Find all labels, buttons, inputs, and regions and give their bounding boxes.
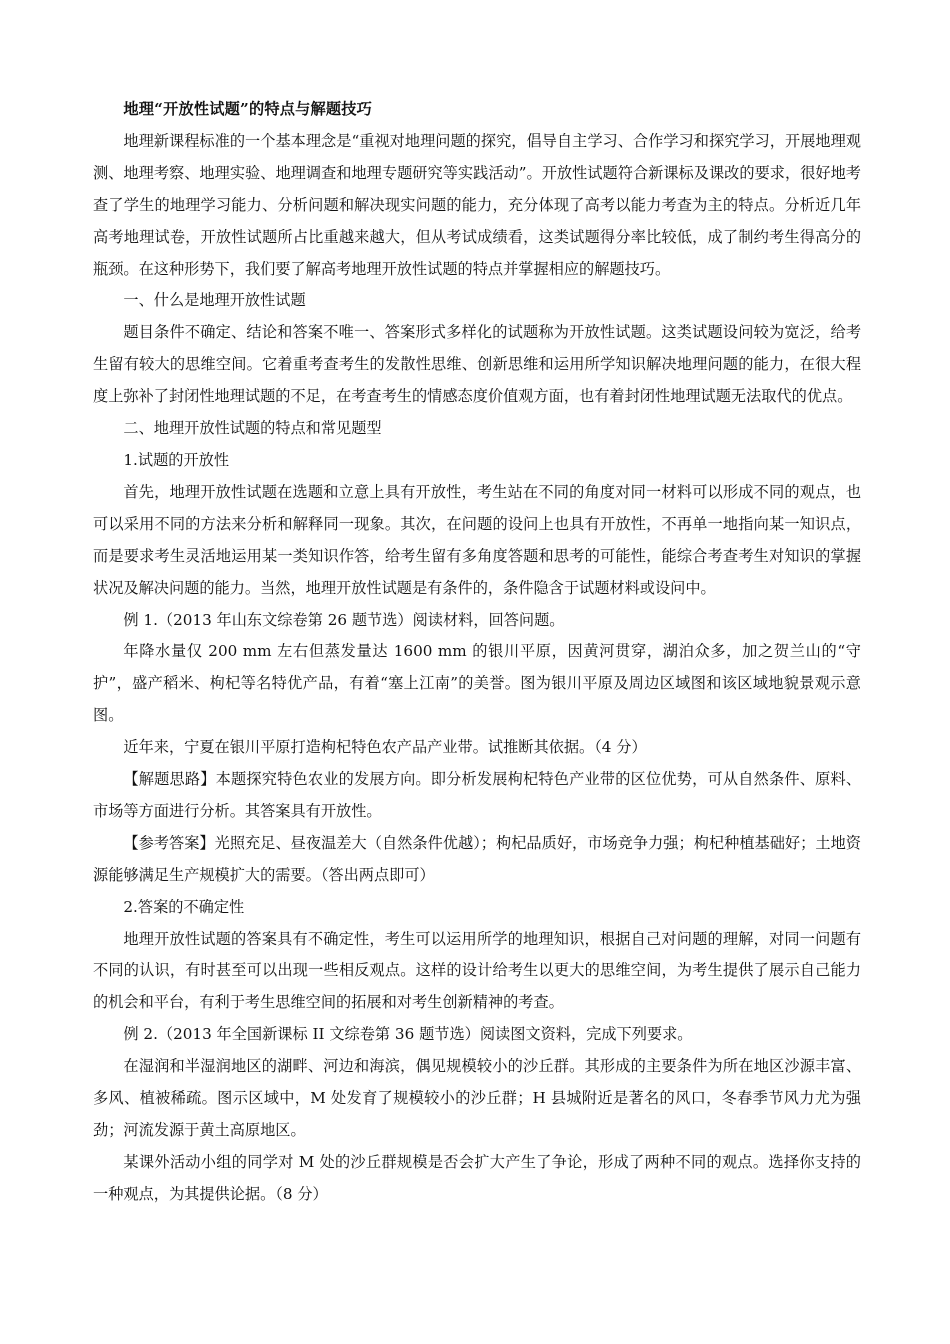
example2-heading: 例 2.（2013 年全国新课标 II 文综卷第 36 题节选）阅读图文资料，完成下列要求。 — [123, 1025, 693, 1044]
example1-question: 近年来，宁夏在银川平原打造枸杞特色农产品产业带。试推断其依据。（4 分） — [123, 738, 647, 757]
subsection1-heading: 1.试题的开放性 — [123, 450, 230, 469]
example1-heading: 例 1.（2013 年山东文综卷第 26 题节选）阅读材料，回答问题。 — [123, 610, 565, 629]
example1-material: 年降水量仅 200 mm 左右但蒸发量达 1600 mm 的银川平原，因黄河贯穿，湖泊众多，加之贺兰山的“守护”，盛产稻米、枸杞等名特优产品，有着“塞上江南”的美誉。图为银川平原及周边区域图和该区域地貌景观示意图。 — [93, 642, 861, 725]
section1-paragraph: 题目条件不确定、结论和答案不唯一、答案形式多样化的试题称为开放性试题。这类试题设问较为宽泛，给考生留有较大的思维空间。它着重考查考生的发散性思维、创新思维和运用所学知识解决地理问题的能力，在很大程度上弥补了封闭性地理试题的不足，在考查考生的情感态度价值观方面，也有着封闭性地理试题无法取代的优点。 — [93, 323, 861, 406]
example1-thinking: 【解题思路】本题探究特色农业的发展方向。即分析发展枸杞特色产业带的区位优势，可从自然条件、原料、市场等方面进行分析。其答案具有开放性。 — [93, 770, 861, 820]
document-page — [93, 94, 861, 1211]
subsection1-paragraph: 首先，地理开放性试题在选题和立意上具有开放性，考生站在不同的角度对同一材料可以形成不同的观点，也可以采用不同的方法来分析和解释同一现象。其次，在问题的设问上也具有开放性，不再单一地指向某一知识点，而是要求考生灵活地运用某一类知识作答，给考生留有多角度答题和思考的可能性，能综合考查考生对知识的掌握状况及解决问题的能力。当然，地理开放性试题是有条件的，条件隐含于试题材料或设问中。 — [93, 482, 861, 597]
example1-answer: 【参考答案】光照充足、昼夜温差大（自然条件优越）；枸杞品质好，市场竞争力强；枸杞种植基础好；土地资源能够满足生产规模扩大的需要。（答出两点即可） — [93, 833, 861, 884]
section1-heading: 一、什么是地理开放性试题 — [123, 291, 306, 310]
example2-material: 在湿润和半湿润地区的湖畔、河边和海滨，偶见规模较小的沙丘群。其形成的主要条件为所在地区沙源丰富、多风、植被稀疏。图示区域中，M 处发育了规模较小的沙丘群；H 县城附近是著名的风口，冬春季节风力尤为强劲；河流发源于黄土高原地区。 — [93, 1057, 861, 1139]
document-title: 地理“开放性试题”的特点与解题技巧 — [123, 100, 373, 118]
subsection2-heading: 2.答案的不确定性 — [123, 897, 245, 916]
subsection2-paragraph: 地理开放性试题的答案具有不确定性，考生可以运用所学的地理知识，根据自己对问题的理解，对同一问题有不同的认识，有时甚至可以出现一些相反观点。这样的设计给考生以更大的思维空间，为考生提供了展示自己能力的机会和平台，有利于考生思维空间的拓展和对考生创新精神的考查。 — [93, 929, 861, 1012]
example2-question: 某课外活动小组的同学对 M 处的沙丘群规模是否会扩大产生了争论，形成了两种不同的观点。选择你支持的一种观点，为其提供论据。（8 分） — [93, 1152, 861, 1203]
section2-heading: 二、地理开放性试题的特点和常见题型 — [123, 419, 382, 438]
intro-paragraph: 地理新课程标准的一个基本理念是“重视对地理问题的探究，倡导自主学习、合作学习和探究学习，开展地理观测、地理考察、地理实验、地理调查和地理专题研究等实践活动”。开放性试题符合新课标及课改的要求，很好地考查了学生的地理学习能力、分析问题和解决现实问题的能力，充分体现了高考以能力考查为主的特点。分析近几年高考地理试卷，开放性试题所占比重越来越大，但从考试成绩看，这类试题得分率比较低，成了制约考生得高分的瓶颈。在这种形势下，我们要了解高考地理开放性试题的特点并掌握相应的解题技巧。 — [93, 131, 861, 278]
